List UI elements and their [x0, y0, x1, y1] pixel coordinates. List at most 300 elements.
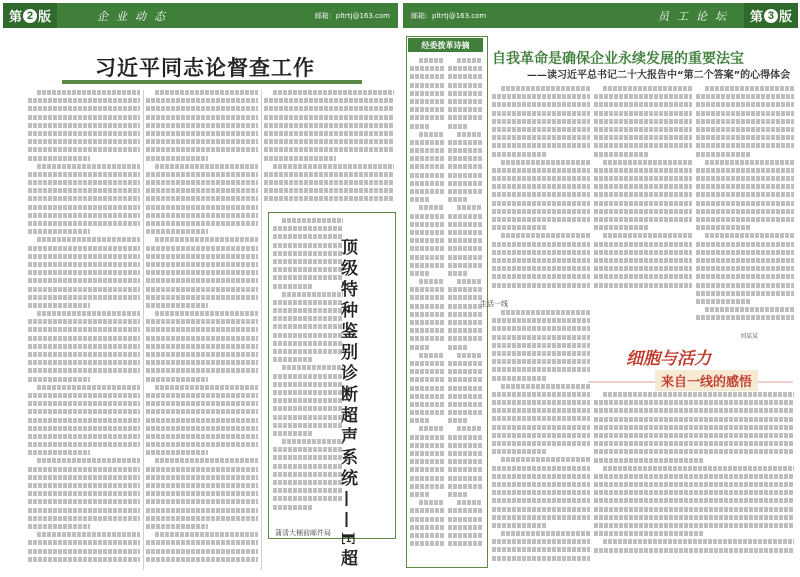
text-line — [410, 320, 444, 325]
text-line — [594, 441, 794, 446]
text-line — [492, 250, 590, 255]
text-line — [28, 254, 140, 259]
text-line — [410, 181, 444, 186]
text-line — [273, 284, 312, 289]
text-line — [28, 557, 140, 562]
left-section-name: 企业动态 — [97, 9, 174, 23]
text-line — [410, 467, 444, 472]
text-line — [594, 119, 692, 124]
text-line — [410, 255, 444, 260]
text-line — [410, 525, 444, 530]
text-line — [457, 205, 482, 210]
text-line — [594, 217, 692, 222]
text-line — [28, 270, 140, 275]
text-line — [146, 516, 258, 521]
text-line — [28, 246, 140, 251]
right-sidebar-col-1 — [410, 58, 444, 558]
right-sidebar-col-2 — [448, 58, 482, 558]
text-line — [419, 279, 444, 284]
text-line — [492, 209, 590, 214]
text-line — [410, 492, 429, 497]
right-page-header — [403, 3, 798, 28]
text-line — [146, 483, 258, 488]
text-line — [28, 409, 140, 414]
text-line — [448, 156, 482, 161]
text-line — [448, 443, 482, 448]
text-line — [419, 58, 444, 63]
text-line — [28, 115, 140, 120]
text-line — [492, 351, 590, 356]
text-line — [28, 319, 140, 324]
text-line — [146, 352, 258, 357]
text-line — [146, 467, 258, 472]
text-line — [492, 556, 590, 561]
text-line — [696, 209, 794, 214]
text-line — [410, 484, 444, 489]
text-line — [410, 361, 444, 366]
text-line — [696, 119, 794, 124]
text-line — [28, 434, 140, 439]
text-line — [155, 164, 258, 169]
text-line — [146, 409, 258, 414]
text-line — [448, 467, 482, 472]
text-line — [146, 360, 258, 365]
left-version-prefix: 第 — [9, 9, 23, 24]
text-line — [28, 180, 140, 185]
column-divider — [261, 90, 262, 570]
text-line — [448, 369, 482, 374]
left-version-suffix: 版 — [38, 9, 52, 24]
text-line — [28, 147, 140, 152]
text-line — [155, 237, 258, 242]
text-line — [594, 176, 692, 181]
right-article-col-2 — [594, 86, 692, 296]
text-line — [448, 83, 482, 88]
text-line — [28, 516, 140, 521]
feature-title: 细胞与活力 — [626, 349, 711, 369]
text-line — [492, 507, 590, 512]
text-line — [594, 507, 794, 512]
text-line — [696, 315, 794, 320]
left-version-number: 2 — [23, 9, 37, 23]
text-line — [410, 295, 444, 300]
text-line — [448, 271, 467, 276]
text-line — [28, 172, 140, 177]
text-line — [410, 189, 444, 194]
text-line — [501, 86, 590, 91]
text-line — [264, 172, 394, 177]
text-line — [492, 515, 590, 520]
text-line — [492, 547, 590, 552]
text-line — [492, 266, 590, 271]
text-line — [28, 426, 140, 431]
text-line — [492, 127, 590, 132]
text-line — [146, 327, 258, 332]
text-line — [696, 94, 794, 99]
text-line — [492, 242, 590, 247]
text-line — [492, 201, 590, 206]
text-line — [28, 221, 140, 226]
text-line — [492, 392, 590, 397]
text-line — [448, 99, 482, 104]
right-article-author: 刘某某 — [740, 333, 759, 340]
text-line — [410, 369, 444, 374]
text-line — [492, 225, 546, 230]
text-line — [28, 540, 140, 545]
text-line — [146, 221, 258, 226]
left-article-col-1 — [28, 90, 140, 570]
text-line — [696, 217, 794, 222]
text-line — [28, 344, 140, 349]
text-line — [594, 225, 648, 230]
text-line — [594, 168, 692, 173]
text-line — [146, 123, 258, 128]
text-line — [264, 123, 394, 128]
text-line — [410, 66, 444, 71]
text-line — [28, 368, 140, 373]
text-line — [492, 474, 590, 479]
right-version-number: 3 — [764, 9, 778, 23]
text-line — [146, 508, 258, 513]
text-line — [501, 310, 590, 315]
text-line — [492, 359, 590, 364]
text-line — [410, 271, 429, 276]
text-line — [273, 505, 312, 510]
text-line — [594, 111, 692, 116]
text-line — [696, 168, 794, 173]
text-line — [146, 229, 208, 234]
text-line — [146, 540, 258, 545]
text-line — [28, 131, 140, 136]
text-line — [146, 270, 258, 275]
text-line — [155, 311, 258, 316]
text-line — [594, 127, 692, 132]
text-line — [448, 140, 482, 145]
text-line — [410, 451, 444, 456]
text-line — [28, 450, 90, 455]
text-line — [37, 311, 140, 316]
text-line — [492, 184, 590, 189]
text-line — [594, 433, 794, 438]
text-line — [594, 531, 704, 536]
text-line — [155, 532, 258, 537]
left-article-col-2 — [146, 90, 258, 570]
text-line — [448, 181, 482, 186]
right-subheadline: ——读习近平总书记二十大报告中“第二个答案”的心得体会 — [527, 70, 791, 81]
text-line — [410, 418, 429, 423]
text-line — [264, 115, 394, 120]
text-line — [492, 335, 590, 340]
text-line — [37, 385, 140, 390]
text-line — [696, 143, 794, 148]
text-line — [448, 410, 482, 415]
text-line — [448, 214, 482, 219]
text-line — [37, 164, 140, 169]
text-line — [410, 74, 444, 79]
text-line — [448, 304, 482, 309]
text-line — [501, 384, 590, 389]
text-line — [492, 143, 590, 148]
right-version-label — [744, 3, 798, 28]
text-line — [28, 467, 140, 472]
text-line — [28, 499, 140, 504]
text-line — [410, 164, 444, 169]
text-line — [410, 107, 444, 112]
text-line — [492, 400, 590, 405]
text-line — [410, 287, 444, 292]
text-line — [492, 111, 590, 116]
text-line — [594, 458, 704, 463]
text-line — [146, 98, 258, 103]
text-line — [146, 442, 258, 447]
text-line — [28, 295, 140, 300]
text-line — [492, 258, 590, 263]
text-line — [146, 344, 258, 349]
text-line — [594, 242, 692, 247]
text-line — [410, 238, 444, 243]
text-line — [594, 515, 794, 520]
text-line — [501, 457, 590, 462]
text-line — [155, 458, 258, 463]
text-line — [28, 549, 140, 554]
text-line — [448, 394, 482, 399]
left-feature-author: 蒲清大桶前邮件局 — [275, 529, 331, 537]
text-line — [264, 98, 394, 103]
text-line — [146, 450, 208, 455]
text-line — [146, 426, 258, 431]
text-line — [410, 140, 444, 145]
text-line — [410, 377, 444, 382]
text-line — [410, 246, 444, 251]
text-line — [28, 196, 140, 201]
text-line — [146, 377, 208, 382]
text-line — [594, 408, 794, 413]
text-line — [410, 533, 444, 538]
text-line — [492, 482, 590, 487]
text-line — [594, 192, 692, 197]
text-line — [28, 213, 140, 218]
text-line — [410, 197, 429, 202]
text-line — [146, 434, 258, 439]
text-line — [696, 176, 794, 181]
text-line — [146, 491, 258, 496]
text-line — [264, 147, 394, 152]
text-line — [28, 229, 90, 234]
text-line — [146, 115, 258, 120]
text-line — [457, 58, 482, 63]
text-line — [37, 458, 140, 463]
text-line — [448, 222, 482, 227]
right-sidebar-header: 经委拨革诗摘 — [408, 38, 483, 52]
text-line — [146, 393, 258, 398]
text-line — [410, 435, 444, 440]
text-line — [492, 217, 590, 222]
text-line — [146, 549, 258, 554]
text-line — [448, 238, 482, 243]
right-version-suffix: 版 — [778, 9, 792, 24]
text-line — [696, 184, 794, 189]
text-line — [705, 86, 794, 91]
text-line — [492, 498, 590, 503]
text-line — [146, 295, 258, 300]
text-line — [448, 287, 482, 292]
text-line — [594, 498, 794, 503]
text-line — [448, 173, 482, 178]
text-line — [410, 336, 444, 341]
text-line — [492, 343, 590, 348]
text-line — [146, 278, 258, 283]
text-line — [146, 557, 258, 562]
text-line — [696, 135, 794, 140]
text-line — [146, 106, 258, 111]
text-line — [264, 106, 394, 111]
text-line — [696, 225, 750, 230]
text-line — [492, 416, 590, 421]
text-line — [410, 222, 444, 227]
text-line — [603, 466, 794, 471]
text-line — [264, 139, 394, 144]
text-line — [594, 400, 794, 405]
right-lower-col-1 — [492, 310, 590, 568]
text-line — [492, 94, 590, 99]
right-article-col-1 — [492, 86, 590, 296]
text-line — [696, 291, 794, 296]
text-line — [492, 441, 590, 446]
text-line — [448, 197, 467, 202]
text-line — [594, 135, 692, 140]
text-line — [146, 418, 258, 423]
text-line — [603, 86, 692, 91]
text-line — [37, 90, 140, 95]
text-line — [410, 115, 444, 120]
right-headline: 自我革命是确保企业永续发展的重要法宝 — [492, 51, 744, 67]
text-line — [146, 254, 258, 259]
text-line — [492, 523, 546, 528]
text-line — [448, 66, 482, 71]
text-line — [448, 533, 482, 538]
text-line — [146, 139, 258, 144]
text-line — [146, 287, 258, 292]
text-line — [410, 304, 444, 309]
text-line — [448, 402, 482, 407]
text-line — [28, 393, 140, 398]
text-line — [448, 255, 482, 260]
text-line — [492, 326, 590, 331]
text-line — [594, 201, 692, 206]
text-line — [492, 425, 590, 430]
text-line — [448, 295, 482, 300]
text-line — [696, 127, 794, 132]
text-line — [410, 156, 444, 161]
text-line — [492, 135, 590, 140]
text-line — [28, 524, 90, 529]
text-line — [448, 541, 482, 546]
text-line — [448, 263, 482, 268]
text-line — [410, 386, 444, 391]
text-line — [594, 523, 794, 528]
text-line — [419, 205, 444, 210]
text-line — [28, 278, 140, 283]
text-line — [448, 492, 467, 497]
text-line — [28, 377, 90, 382]
text-line — [501, 531, 590, 536]
text-line — [594, 449, 794, 454]
text-line — [273, 226, 343, 231]
right-version-prefix: 第 — [749, 9, 763, 24]
text-line — [448, 74, 482, 79]
text-line — [492, 376, 546, 381]
text-line — [146, 172, 258, 177]
text-line — [448, 328, 482, 333]
text-line — [28, 327, 140, 332]
text-line — [457, 500, 482, 505]
text-line — [705, 160, 794, 165]
text-line — [492, 433, 590, 438]
text-line — [448, 517, 482, 522]
text-line — [264, 131, 394, 136]
text-line — [28, 156, 90, 161]
text-line — [146, 205, 258, 210]
text-line — [410, 83, 444, 88]
text-line — [146, 188, 258, 193]
text-line — [146, 246, 258, 251]
text-line — [28, 98, 140, 103]
text-line — [448, 91, 482, 96]
text-line — [28, 303, 90, 308]
text-line — [410, 124, 429, 129]
text-line — [273, 164, 394, 169]
text-line — [28, 352, 140, 357]
right-subsection-label: 生活一线 — [480, 300, 508, 308]
text-line — [155, 385, 258, 390]
text-line — [501, 160, 590, 165]
text-line — [594, 258, 692, 263]
text-line — [594, 274, 692, 279]
text-line — [448, 107, 482, 112]
text-line — [282, 218, 343, 223]
text-line — [492, 192, 590, 197]
text-line — [448, 320, 482, 325]
text-line — [705, 233, 794, 238]
text-line — [457, 353, 482, 358]
text-line — [492, 102, 590, 107]
text-line — [448, 189, 482, 194]
text-line — [410, 312, 444, 317]
text-line — [696, 192, 794, 197]
text-line — [146, 368, 258, 373]
text-line — [594, 482, 794, 487]
text-line — [594, 143, 692, 148]
text-line — [264, 188, 394, 193]
text-line — [448, 336, 482, 341]
text-line — [594, 94, 692, 99]
text-line — [448, 230, 482, 235]
text-line — [492, 168, 590, 173]
feature-subtitle: 来自一线的感悟 — [655, 370, 758, 391]
text-line — [410, 328, 444, 333]
text-line — [696, 283, 794, 288]
text-line — [448, 418, 467, 423]
text-line — [603, 539, 794, 544]
text-line — [594, 250, 692, 255]
text-line — [594, 548, 794, 553]
text-line — [492, 283, 590, 288]
text-line — [28, 483, 140, 488]
text-line — [492, 176, 590, 181]
text-line — [492, 408, 590, 413]
text-line — [603, 160, 692, 165]
text-line — [28, 106, 140, 111]
